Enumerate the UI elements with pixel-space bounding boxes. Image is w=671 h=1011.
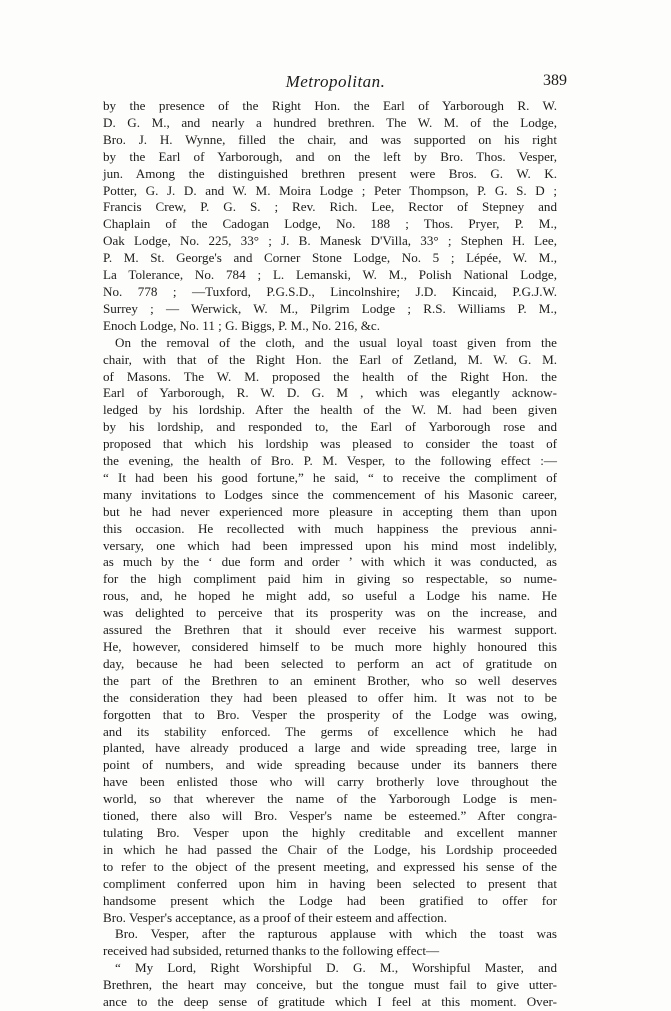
text-line: He, however, considered himself to be much more highly honoured this (103, 639, 557, 654)
text-line: have been enlisted those who will carry brotherly love throughout the (103, 774, 557, 790)
text-line: planted, have already produced a large and wide spreading tree, large in (103, 740, 557, 756)
text-line: to refer to the object of the present meeting, and expressed his sense of the (103, 858, 557, 874)
text-line: the consideration they had been pleased to offer him. It was not to be (103, 689, 557, 705)
text-line: assured the Brethren that it should ever receive his warmest support. (103, 622, 557, 638)
body-text (103, 98, 557, 1011)
text-line: Francis Crew, P. G. S. ; Rev. Rich. Lee, Rector of Stepney and (103, 199, 557, 215)
text-line: D. G. M., and nearly a hundred brethren. The W. M. of the Lodge, (103, 114, 557, 130)
text-line: tioned, there also will Bro. Vesper's name be esteemed.” After congra- (103, 808, 557, 824)
text-line: ance to the deep sense of gratitude which I feel at this moment. Over- (103, 994, 557, 1010)
text-line: received had subsided, returned thanks to the following effect— (103, 943, 440, 959)
text-line: No. 778 ; —Tuxford, P.G.S.D., Lincolnshire; J.D. Kincaid, P.G.J.W. (103, 283, 557, 299)
text-line: jun. Among the distinguished brethren present were Bros. G. W. K. (103, 165, 557, 181)
text-line: was delighted to perceive that its prosperity was on the increase, and (103, 605, 557, 621)
text-line: as much by the ‘ due form and order ’ with which it was conducted, as (103, 554, 557, 570)
text-line: compliment conferred upon him in having been selected to present that (103, 875, 557, 891)
text-line: forgotten that to Bro. Vesper the prosperity of the Lodge was owing, (103, 706, 557, 722)
text-line: this occasion. He recollected with much happiness the previous anni- (103, 520, 557, 536)
text-line: versary, one which had been impressed upon his mind most indelibly, (103, 537, 557, 553)
text-line: Bro. J. H. Wynne, filled the chair, and was supported on his right (103, 131, 557, 147)
text-line: Oak Lodge, No. 225, 33° ; J. B. Manesk D'Villa, 33° ; Stephen H. Lee, (103, 233, 557, 249)
text-line: rous, and, he hoped he might add, so useful a Lodge his name. He (103, 588, 557, 604)
text-line: La Tolerance, No. 784 ; L. Lemanski, W. M., Polish National Lodge, (103, 267, 557, 283)
text-line: of Masons. The W. M. proposed the health of the Right Hon. the (103, 368, 557, 384)
text-line: and its stability enforced. The germs of excellence which he had (103, 723, 557, 739)
text-line: world, so that wherever the name of the Yarborough Lodge is men- (103, 791, 557, 807)
text-line: On the removal of the cloth, and the usual loyal toast given from the (115, 334, 557, 350)
text-line: in which he had passed the Chair of the Lodge, his Lordship proceeded (103, 841, 557, 857)
text-line: P. M. St. George's and Corner Stone Lodge, No. 5 ; Lépée, W. M., (103, 250, 557, 266)
text-line: day, because he had been selected to perform an act of gratitude on (103, 655, 557, 671)
text-line: “ My Lord, Right Worshipful D. G. M., Worshipful Master, and (115, 960, 557, 976)
text-line: by the presence of the Right Hon. the Earl of Yarborough R. W. (103, 98, 557, 113)
text-line: point of numbers, and wide spreading because under its banners there (103, 757, 557, 773)
text-line: Enoch Lodge, No. 11 ; G. Biggs, P. M., No. 216, &c. (103, 317, 381, 333)
text-line: handsome present which the Lodge had been gratified to offer for (103, 892, 557, 908)
running-title: Metropolitan. (285, 72, 386, 91)
text-line: Surrey ; — Werwick, W. M., Pilgrim Lodge ; R.S. Williams P. M., (103, 300, 557, 316)
running-head (0, 72, 671, 96)
text-line: tulating Bro. Vesper upon the highly creditable and excellent manner (103, 824, 557, 840)
text-line: for the high compliment paid him in giving so respectable, so nume- (103, 571, 557, 587)
text-line: Bro. Vesper's acceptance, as a proof of their esteem and affection. (103, 909, 447, 925)
text-line: by his lordship, and responded to, the Earl of Yarborough rose and (103, 419, 557, 435)
text-line: Bro. Vesper, after the rapturous applause with which the toast was (115, 926, 557, 942)
text-line: Earl of Yarborough, R. W. D. G. M , which was elegantly acknow- (103, 385, 557, 401)
text-line: the part of the Brethren to an eminent Brother, who so well deserves (103, 672, 557, 688)
text-line: Potter, G. J. D. and W. M. Moira Lodge ; Peter Thompson, P. G. S. D ; (103, 182, 557, 198)
text-line: chair, with that of the Right Hon. the Earl of Zetland, M. W. G. M. (103, 351, 557, 367)
text-line: the evening, the health of Bro. P. M. Vesper, to the following effect :— (103, 453, 557, 469)
text-line: Brethren, the heart may conceive, but the tongue must fail to give utter- (103, 977, 557, 993)
text-line: by the Earl of Yarborough, and on the left by Bro. Thos. Vesper, (103, 148, 557, 164)
text-line: Chaplain of the Cadogan Lodge, No. 188 ; Thos. Pryer, P. M., (103, 216, 557, 232)
text-line: but he had never experienced more pleasure in accepting them than upon (103, 503, 557, 519)
text-line: many invitations to Lodges since the commencement of his Masonic career, (103, 486, 557, 502)
text-line: ledged by his lordship. After the health of the W. M. had been given (103, 402, 557, 418)
page-number: 389 (543, 72, 567, 89)
text-line: “ It had been his good fortune,” he said, “ to receive the compliment of (103, 469, 557, 485)
text-line: proposed that which his lordship was pleased to consider the toast of (103, 436, 557, 452)
